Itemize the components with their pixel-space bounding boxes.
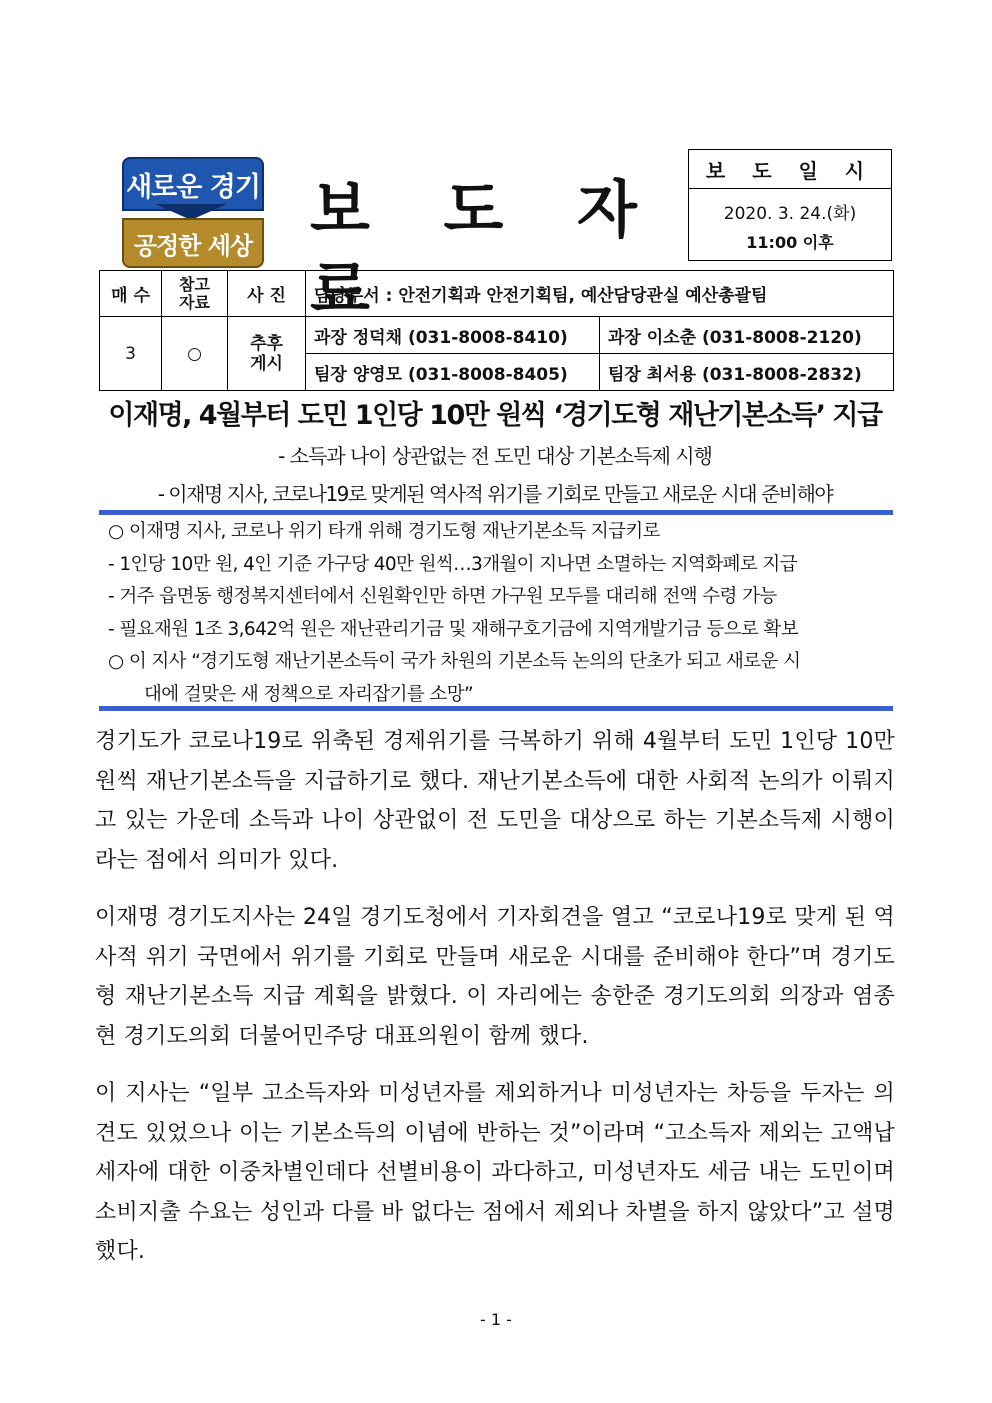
contact-cell: 과장 정덕채 (031-8008-8410): [306, 317, 600, 354]
summary-item: - 거주 읍면동 행정복지센터에서 신원확인만 하면 가구원 모두를 대리해 전액 수령 가능: [108, 586, 777, 607]
logo-top-banner: 새로운 경기: [122, 157, 264, 211]
summary-bottom-rule: [99, 706, 893, 711]
summary-item: - 1인당 10만 원, 4인 기준 가구당 40만 원씩…3개월이 지나면 소멸하는 지역화폐로 지급: [108, 553, 797, 575]
summary-item: 대에 걸맞은 새 정책으로 자리잡기를 소망”: [144, 683, 473, 705]
headline: 이재명, 4월부터 도민 1인당 10만 원씩 ‘경기도형 재난기본소득’ 지급: [108, 400, 882, 431]
pages-value: 3: [100, 317, 162, 391]
summary-top-rule: [99, 510, 893, 515]
page-number: - 1 -: [480, 1310, 512, 1329]
contact-cell: 팀장 양영모 (031-8008-8405): [306, 354, 600, 391]
photo-label: 사 진: [228, 271, 306, 317]
summary-item: ○ 이 지사 “경기도형 재난기본소득이 국가 차원의 기본소득 논의의 단초가 되고 새로운 시: [108, 651, 801, 672]
release-date: 2020. 3. 24.(화): [723, 204, 857, 224]
release-time: 11:00 이후: [746, 233, 834, 252]
summary-item: - 필요재원 1조 3,642억 원은 재난관리기금 및 재해구호기금에 지역개발기금 등으로 확보: [108, 618, 798, 640]
body-paragraph: 경기도가 코로나19로 위축된 경제위기를 극복하기 위해 4월부터 도민 1인당 10만 원씩 재난기본소득을 지급하기로 했다. 재난기본소득에 대한 사회적 논의가 이뤄지고 있는 가운데 소득과 나이 상관없이 전 도민을 대상으로 하는 기본소득제 시행이라는 점에서 의미가 있다.: [95, 729, 895, 873]
reference-label: 참고 자료: [162, 271, 228, 317]
body-paragraph: 이재명 경기도지사는 24일 경기도청에서 기자회견을 열고 “코로나19로 맞게 된 역사적 위기 국면에서 위기를 기회로 만들며 새로운 시대를 준비해야 한다”며 경기도형 재난기본소득 지급 계획을 밝혔다. 이 자리에는 송한준 경기도의회 의장과 염종현 경기도의회 더불어민주당 대표의원이 함께 했다.: [95, 905, 895, 1049]
contact-cell: 과장 이소춘 (031-8008-2120): [600, 317, 894, 354]
summary-list: [108, 516, 898, 711]
department-cell: 담당부서 : 안전기획과 안전기획팀, 예산담당관실 예산총괄팀: [306, 271, 894, 317]
summary-item: ○ 이재명 지사, 코로나 위기 타개 위해 경기도형 재난기본소득 지급키로: [108, 521, 660, 542]
photo-value: 추후 게시: [228, 317, 306, 391]
body-paragraph: 이 지사는 “일부 고소득자와 미성년자를 제외하거나 미성년자는 차등을 두자는 의견도 있었으나 이는 기본소득의 이념에 반하는 것”이라며 “고소득자 제외는 고액납세자에 대한 이중차별인데다 선별비용이 과다하고, 미성년자도 세금 내는 도민이며 소비지출 수요는 성인과 다를 바 없다는 점에서 제외나 차별을 하지 않았다”고 설명했다.: [95, 1081, 895, 1264]
contact-info-table: [99, 270, 894, 391]
reference-value: ○: [162, 317, 228, 391]
press-release-title: 보 도 자 료: [310, 173, 663, 326]
release-date-box: [688, 149, 892, 261]
logo-bottom-banner: 공정한 세상: [122, 218, 264, 268]
release-date-header: 보 도 일 시: [689, 150, 891, 189]
subheadline: - 이재명 지사, 코로나19로 맞게된 역사적 위기를 기회로 만들고 새로운 시대 준비해야: [157, 482, 833, 506]
contact-cell: 팀장 최서용 (031-8008-2832): [600, 354, 894, 391]
subheadline: - 소득과 나이 상관없는 전 도민 대상 기본소득제 시행: [278, 444, 712, 468]
pages-label: 매 수: [100, 271, 162, 317]
